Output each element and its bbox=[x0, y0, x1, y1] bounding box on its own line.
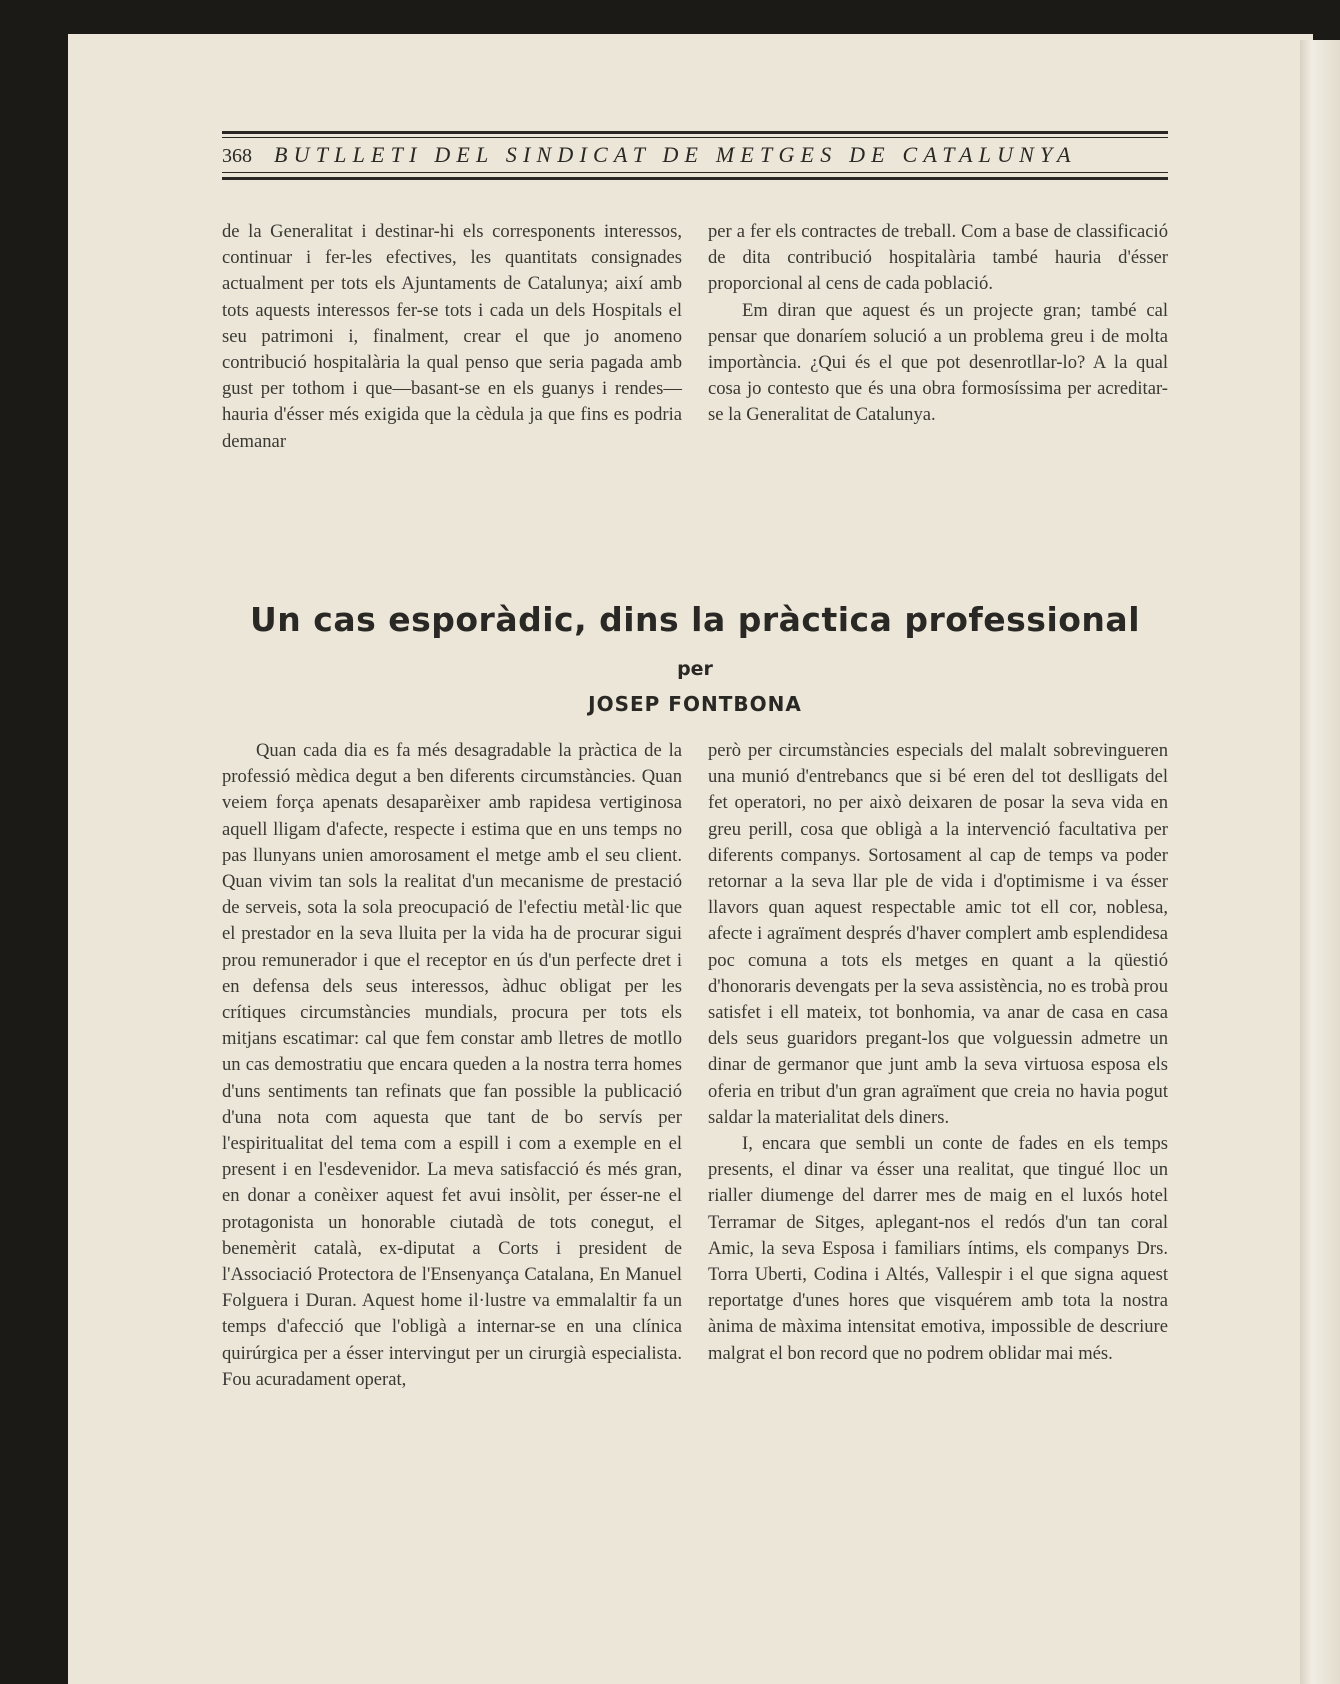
header-rule-top bbox=[222, 131, 1168, 134]
article-left-column bbox=[222, 738, 682, 1393]
running-title: BUTLLETI DEL SINDICAT DE METGES DE CATALUNYA bbox=[274, 142, 1077, 167]
article-paragraph-1: Quan cada dia es fa més desagradable la pràctica de la professió mèdica degut a ben diferents circumstàncies. Quan veiem força apenats desaparèixer amb rapidesa vertiginosa aquell lligam d'afecte, respecte i estima que en uns temps no pas llunyans unien amorosament el metge amb el seu client. Quan vivim tan sols la realitat d'un mecanisme de prestació de serveis, sota la sola preocupació de l'efectiu metàl·lic que el prestador en la seva lluita per la vida ha de procurar sigui prou remunerador i que el receptor en ús d'un perfecte dret i en defensa dels seus interessos, àdhuc obligat per les crítiques circumstàncies mundials, procura per tots els mitjans escatimar: cal que fem constar amb lletres de motllo un cas demostratiu que encara queden a la nostra terra homes d'uns sentiments tan refinats que fan possible la publicació d'una nota com aquesta que tant de bo servís per l'espiritualitat del tema com a espill i com a exemple en el present i en l'esdevenidor. La meva satisfacció és més gran, en donar a conèixer aquest fet avui insòlit, per ésser-ne el protagonista un honorable ciutadà de tots conegut, el benemèrit català, ex-diputat a Corts i president de l'Associació Protectora de l'Ensenyança Catalana, En Manuel Folguera i Duran. Aquest home il·lustre va emmalaltir fa un temps d'afecció que l'obligà a internar-se en una clínica quirúrgica per a ésser intervingut per un cirurgià especialista. Fou acuradament operat, bbox=[222, 740, 682, 1390]
article-paragraph-2: però per circumstàncies especials del malalt sobrevingueren una munió d'entrebancs que si bé eren del tot deslligats del fet operatori, no per això deixaren de posar la seva vida en greu perill, cosa que obligà a la intervenció facultativa per diferents companys. Sortosament al cap de temps va poder retornar a la seva llar ple de vida i d'optimisme i va ésser llavors quan aquest respectable amic tot ell cor, noblesa, afecte i agraïment després d'haver complert amb esplendidesa poc comuna a tots els metges en quant a la qüestió d'honoraris devengats per la seva assistència, no es trobà prou satisfet i ell mateix, tot bonhomia, va anar de casa en casa dels seus guaridors pregant-los que volguessin admetre un dinar de germanor que junt amb la seva virtuosa esposa els oferia en tribut d'un gran agraïment que creia no havia pogut saldar la materialitat dels diners. bbox=[708, 740, 1168, 1128]
article-author: JOSEP FONTBONA bbox=[588, 692, 802, 716]
header-rule-bottom-thick bbox=[222, 177, 1168, 180]
top-right-paragraph-2: Em diran que aquest és un projecte gran; també cal pensar que donaríem solució a un problema greu i de molta importància. ¿Qui és el que pot desenrotllar-lo? A la qual cosa jo contesto que és una obra formosíssima per acreditar-se la Generalitat de Catalunya. bbox=[708, 299, 1168, 426]
article-right-column bbox=[708, 738, 1168, 1367]
top-left-paragraph: de la Generalitat i destinar-hi els corresponents interessos, continuar i fer-les efectives, les quantitats consignades actualment per tots els Ajuntaments de Catalunya; així amb tots aquests interessos fer-se tots i cada un dels Hospitals el seu patrimoni i, finalment, crear el que jo anomeno contribució hospitalària la qual penso que seria pagada amb gust per tothom i que—basant-se en els guanys i rendes—hauria d'ésser més exigida que la cèdula ja que fins es podria demanar bbox=[222, 221, 682, 452]
article-paragraph-3: I, encara que sembli un conte de fades en els temps presents, el dinar va ésser una realitat, que tingué lloc un rialler diumenge del darrer mes de maig en el luxós hotel Terramar de Sitges, aplegant-nos el redós d'un tan coral Amic, la seva Esposa i familiars íntims, els companys Drs. Torra Uberti, Codina i Altés, Vallespir i el que signa aquest reportatge d'unes hores que visquérem amb tota la nostra ànima de màxima intensitat emotiva, impossible de descriure malgrat el bon record que no podrem oblidar mai més. bbox=[708, 1133, 1168, 1364]
running-header bbox=[222, 142, 1168, 168]
page-edge bbox=[1300, 40, 1340, 1684]
top-left-column bbox=[222, 219, 682, 455]
article-title: Un cas esporàdic, dins la pràctica professional bbox=[249, 600, 1141, 639]
header-rule-top-thin bbox=[222, 137, 1168, 138]
top-right-paragraph-1: per a fer els contractes de treball. Com a base de classificació de dita contribució hospitalària també hauria d'ésser proporcional al cens de cada població. bbox=[708, 221, 1168, 295]
header-rule-bottom bbox=[222, 172, 1168, 173]
top-right-column bbox=[708, 219, 1168, 429]
byline-prefix: per bbox=[677, 658, 713, 680]
page-number: 368 bbox=[222, 145, 252, 167]
